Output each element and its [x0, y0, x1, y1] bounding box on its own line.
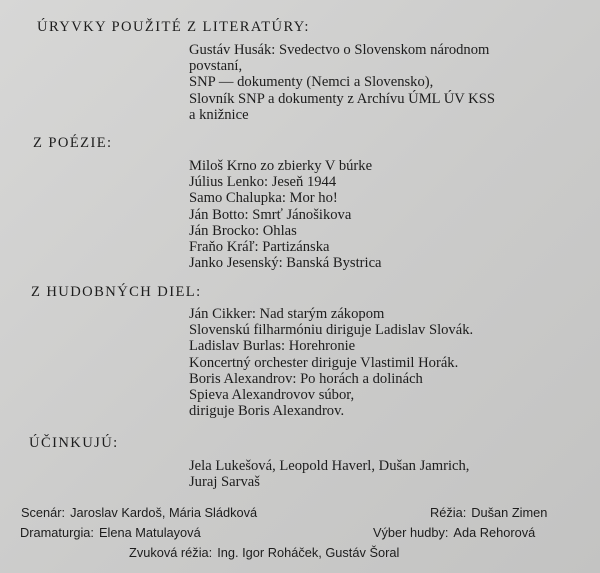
credit-scenario-names: Jaroslav Kardoš, Mária Sládková — [70, 505, 258, 520]
credit-dramaturgy-role: Dramaturgia: — [20, 525, 94, 540]
cast-line: Juraj Sarvaš — [189, 474, 260, 491]
credit-music-selection-names: Ada Rehorová — [453, 525, 536, 540]
credit-dramaturgy — [20, 526, 201, 540]
music-line: Koncertný orchester diriguje Vlastimil Horák. — [189, 354, 459, 371]
heading-poetry: Z POÉZIE: — [33, 135, 113, 151]
music-list — [189, 306, 584, 419]
credit-direction-role: Réžia: — [430, 505, 467, 520]
literature-line: Gustáv Husák: Svedectvo o Slovenskom národnom — [189, 42, 490, 58]
credit-music-selection — [373, 526, 535, 540]
credit-music-selection-role: Výber hudby: — [373, 525, 449, 540]
cast-line: Jela Lukešová, Leopold Haverl, Dušan Jamrich, — [189, 458, 470, 474]
music-line: Spieva Alexandrovov súbor, — [189, 387, 355, 404]
poetry-line: Miloš Krno zo zbierky V búrke — [189, 158, 373, 174]
heading-music: Z HUDOBNÝCH DIEL: — [31, 284, 202, 300]
poetry-line: Ján Brocko: Ohlas — [189, 222, 297, 239]
poetry-line: Július Lenko: Jeseň 1944 — [189, 174, 337, 191]
literature-line: a knižnice — [189, 106, 249, 123]
literature-line: SNP — dokumenty (Nemci a Slovensko), — [189, 74, 434, 91]
literature-line: povstaní, — [189, 58, 243, 75]
credit-sound-direction — [129, 546, 399, 560]
literature-line: Slovník SNP a dokumenty z Archívu ÚML ÚV KSS — [189, 90, 495, 107]
literature-list — [189, 42, 584, 123]
credit-direction — [430, 506, 547, 520]
credit-sound-direction-names: Ing. Igor Roháček, Gustáv Šoral — [217, 545, 400, 560]
music-line: Slovenskú filharmóniu diriguje Ladislav Slovák. — [189, 322, 474, 339]
music-line: diriguje Boris Alexandrov. — [189, 403, 345, 420]
credit-scenario-role: Scenár: — [21, 505, 66, 520]
poetry-list — [189, 158, 584, 271]
credit-sound-direction-role: Zvuková réžia: — [129, 545, 213, 560]
cast-list — [189, 458, 584, 490]
poetry-line: Janko Jesenský: Banská Bystrica — [189, 255, 382, 272]
poetry-line: Fraňo Kráľ: Partizánska — [189, 239, 330, 256]
music-line: Ladislav Burlas: Horehronie — [189, 338, 356, 355]
poetry-line: Ján Botto: Smrť Jánošikova — [189, 206, 352, 223]
heading-literature: ÚRYVKY POUŽITÉ Z LITERATÚRY: — [37, 19, 310, 35]
music-line: Boris Alexandrov: Po horách a dolinách — [189, 370, 423, 387]
credit-scenario — [21, 506, 257, 520]
poetry-line: Samo Chalupka: Mor ho! — [189, 190, 338, 207]
credit-direction-names: Dušan Zimen — [471, 505, 548, 520]
heading-cast: ÚČINKUJÚ: — [29, 435, 119, 451]
music-line: Ján Cikker: Nad starým zákopom — [189, 306, 385, 322]
credit-dramaturgy-names: Elena Matulayová — [98, 525, 201, 540]
